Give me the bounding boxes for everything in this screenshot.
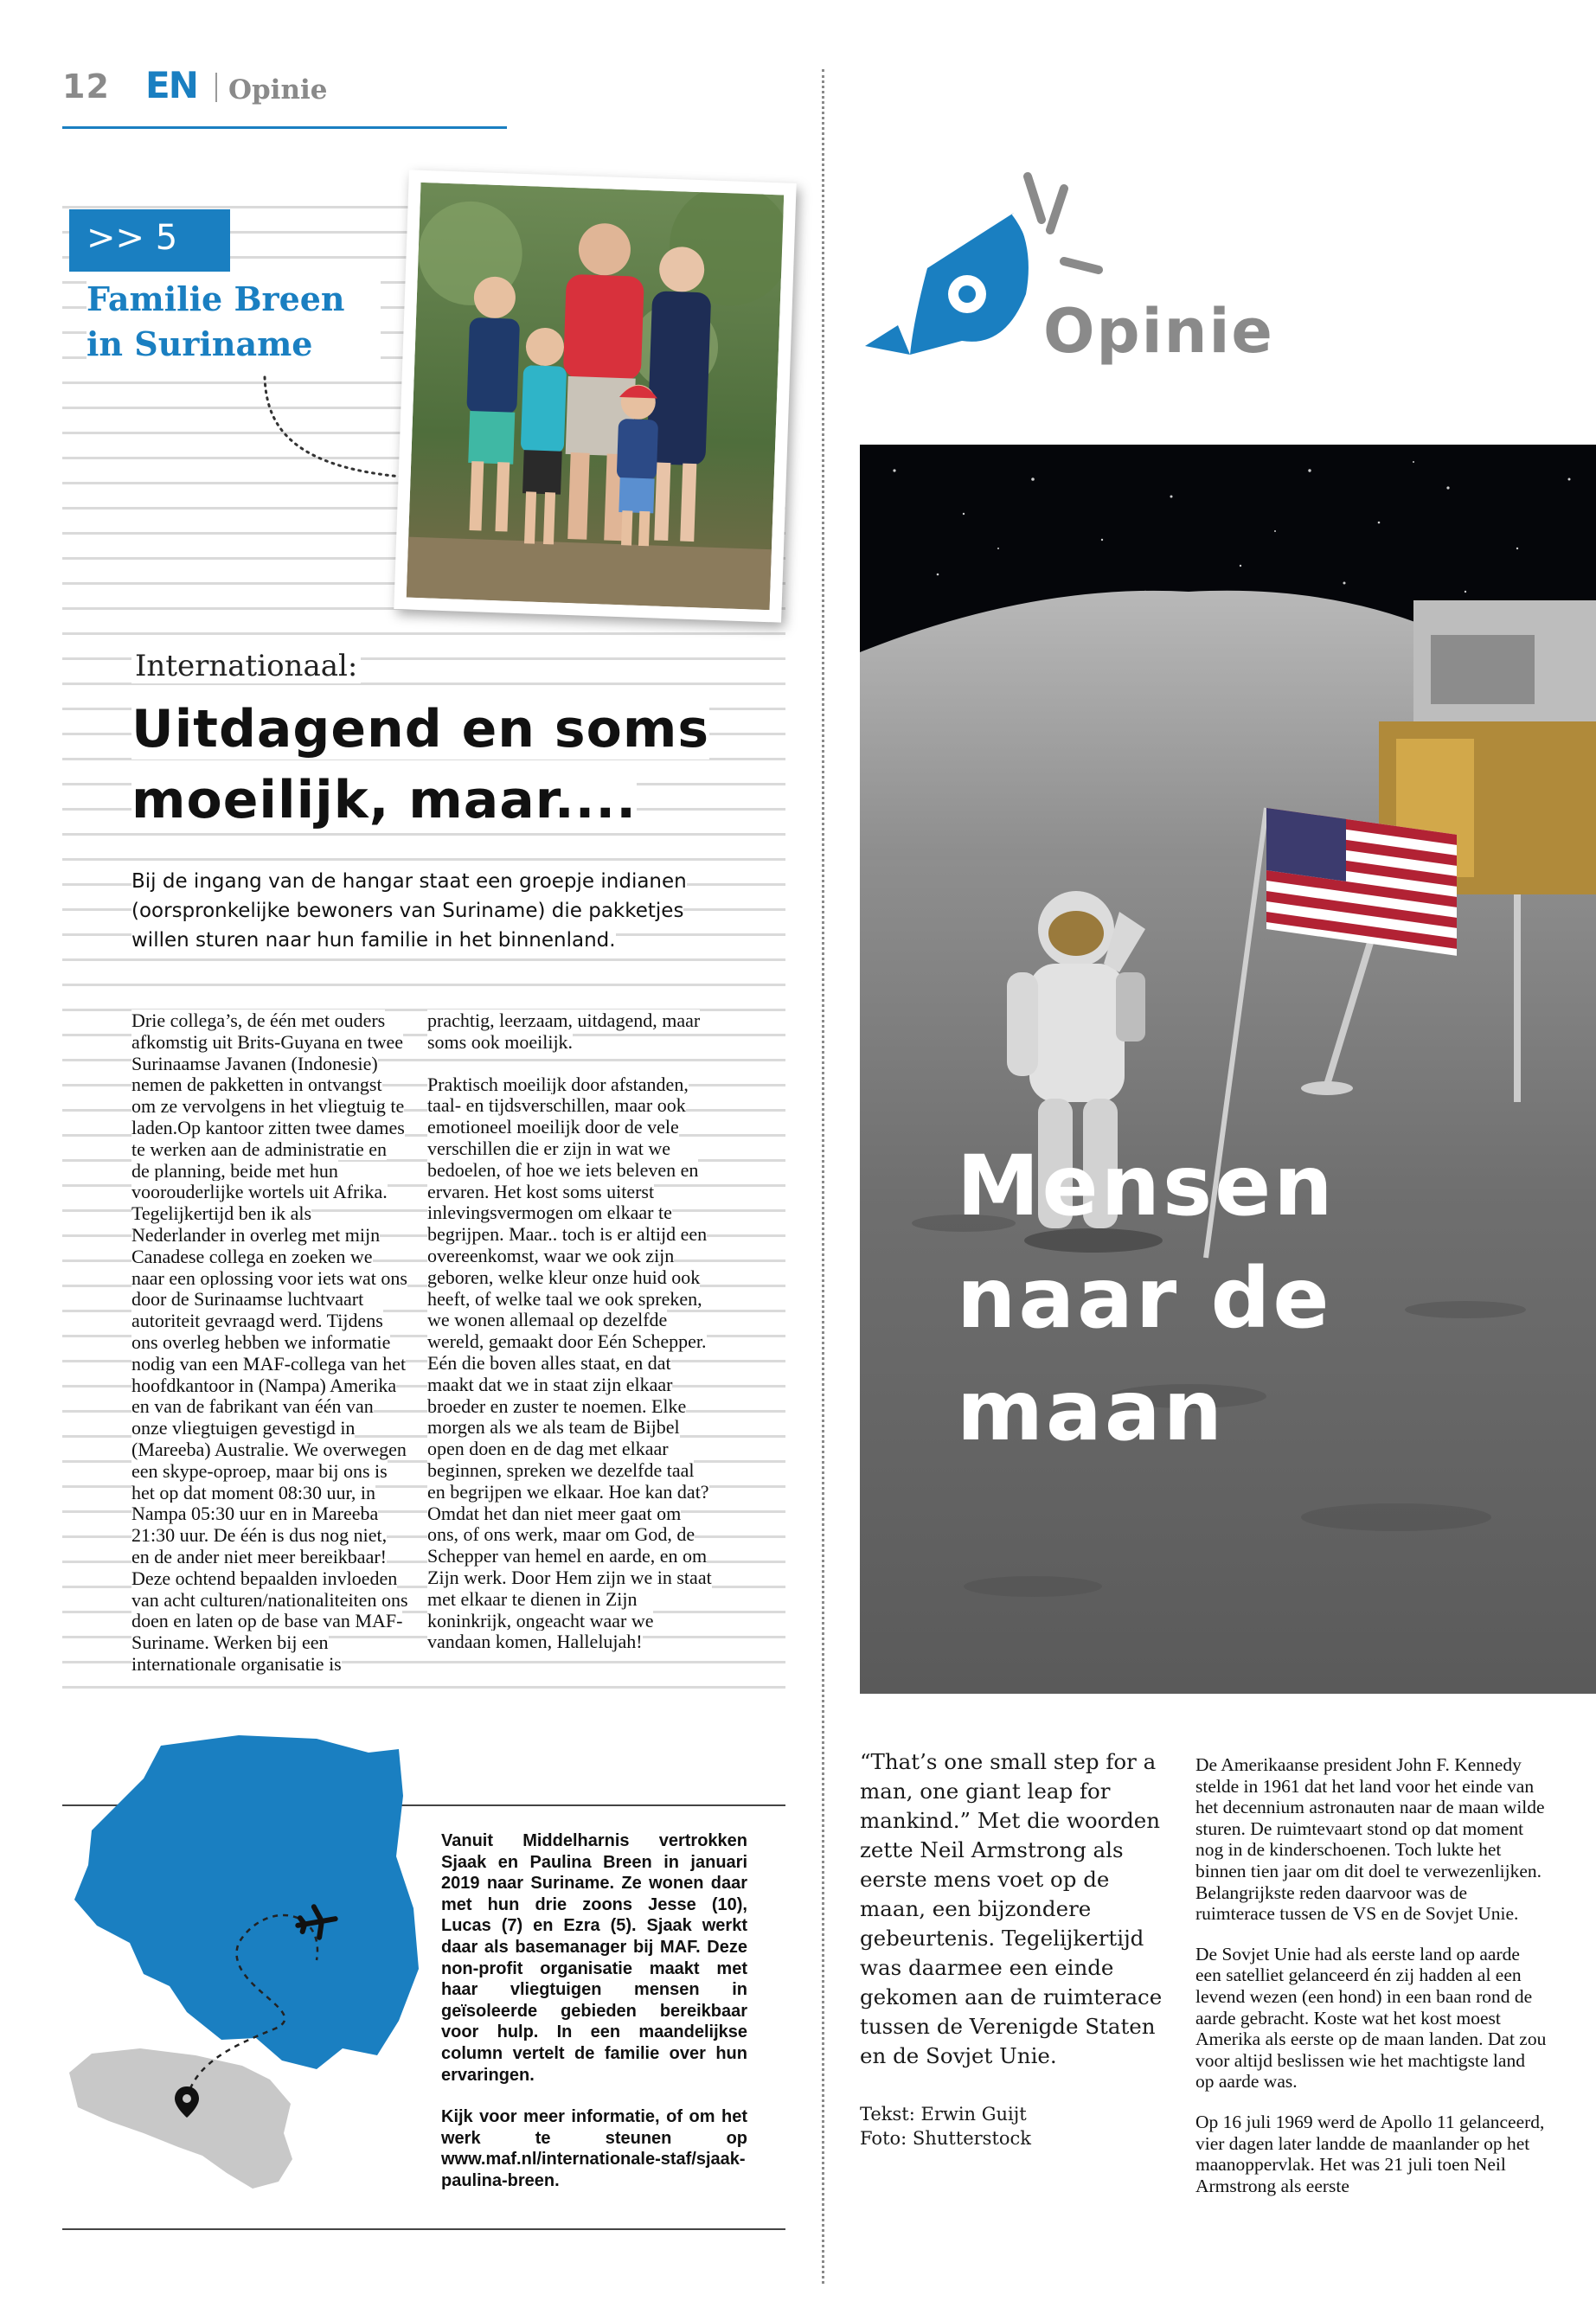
column-episode-number: >> 5 (87, 218, 178, 258)
page-divider (822, 69, 824, 2284)
opinie-credits (860, 2102, 1119, 2150)
section-name: Opinie (228, 74, 328, 106)
family-photo (394, 170, 796, 622)
article-paragraph: Drie collega’s, de één met ouders afkomstig uit Brits-Guyana en twee Surinaamse Javanen (Indonesie) nemen de pakketten in ontvangst om ze vervolgens in het vliegtuig te laden.Op kantoor zitten twee dames te werken aan de administratie en de planning, beide met hun voorouderlijke wortels uit Afrika. Tegelijkertijd ben ik als Nederlander in overleg met mijn Canadese collega en zoeken we naar een oplossing voor iets wat ons door de Surinaamse luchtvaart autoriteit gevraagd werd. Tijdens ons overleg hebben we informatie nodig van een MAF-collega van het hoofdkantoor in (Nampa) Amerika en van de fabrikant van één van onze vliegtuigen gevestigd in (Mareeba) Australie. We overwegen een skype-oproep, maar bij ons is het op dat moment 08:30 uur, in Nampa 05:30 uur en in Mareeba 21:30 uur. De één is dus nog niet, en de ander niet meer bereikbaar! Deze ochtend bepaalden invloeden van acht culturen/nationaliteiten ons doen en laten op de base van MAF-Suriname. Werken bij een internationale organisatie is (131, 1009, 408, 1675)
netherlands-shape (69, 2048, 292, 2189)
article-column-1 (131, 1010, 408, 1696)
credit-photo: Foto: Shutterstock (860, 2128, 1032, 2149)
opinie-paragraph: De Sovjet Unie had als eerste land op aarde een satelliet gelanceerd én zij hadden al een levend wezen (een hond) in een baan rond de aarde gebracht. Koste wat het kost moest Amerika als eerste op de maan landen. Dat zou voor altijd beslissen wie het machtigste land op aarde was. (1195, 1943, 1547, 2093)
article-headline-text: Uitdagend en soms moeilijk, maar.... (131, 699, 710, 830)
opinie-paragraph: Op 16 juli 1969 werd de Apollo 11 gelanceerd, vier dagen later landde de maanlander op het maanoppervlak. Het was 21 juli toen Neil Armstrong als eerste (1195, 2111, 1545, 2196)
info-paragraph-link: Kijk voor meer informatie, of om het werk te steunen op www.maf.nl/internationale-staf/sjaak-paulina-breen. (441, 2107, 747, 2190)
suriname-shape (74, 1735, 419, 2069)
article-paragraph: Praktisch moeilijk door afstanden, taal- en tijdsverschillen, maar ook emotioneel moeilijk door de vele verschillen die er zijn in wat we bedoelen, of hoe we iets beleven en ervaren. Het kost soms uiterst inlevingsvermogen om elkaar te begrijpen. Maar.. toch is er altijd een overeenkomst, waar we ook zijn geboren, welke kleur onze huid ook heeft, of welke taal we ook spreken, we wonen allemaal op dezelfde wereld, gemaakt door Eén Schepper. Eén die boven alles staat, en dat maakt dat we in staat zijn elkaar broeder en zuster te noemen. Elke morgen als we als team de Bijbel open doen en de dag met elkaar beginnen, spreken we dezelfde taal en begrijpen we elkaar. Hoe kan dat? Omdat het dan niet meer gaat om ons, of ons werk, maar om God, de Schepper van hemel en aarde, en om Zijn werk. Door Hem zijn we in staat met elkaar te dienen in Zijn koninkrijk, ongeacht waar we vandaan komen, Hallelujah! (427, 1073, 712, 1653)
map-suriname-netherlands (57, 1727, 438, 2211)
opinie-body-column (1195, 1754, 1547, 2215)
article-lead (131, 867, 737, 955)
article-label: Internationaal: (131, 649, 361, 683)
column-series-title: Familie Breen in Suriname (87, 277, 381, 367)
family-info-box (441, 1830, 747, 2213)
article-headline (131, 694, 754, 836)
article-lead-text: Bij de ingang van de hangar staat een groepje indianen (oorspronkelijke bewoners van Suriname) die pakketjes willen sturen naar hun familie in het binnenland. (131, 870, 687, 952)
opinie-intro-quote: “That’s one small step for a man, one giant leap for mankind.” Met die woorden zette Neil Armstrong als eerste mens voet op de maan, een bijzondere gebeurtenis. Tegelijkertijd was daarmee een einde gekomen aan de ruimterace tussen de Verenigde Staten en de Sovjet Unie. (860, 1749, 1163, 2068)
header-separator (215, 73, 217, 102)
info-rule-bottom (62, 2228, 785, 2230)
opinie-article-title: Mensen naar de maan (957, 1138, 1336, 1459)
credit-text: Tekst: Erwin Guijt (860, 2104, 1027, 2125)
page-number: 12 (62, 67, 110, 106)
moon-landing-photo (860, 445, 1596, 1694)
article-paragraph: prachtig, leerzaam, uitdagend, maar soms ook moeilijk. (427, 1009, 701, 1053)
article-column-2 (427, 1010, 713, 1674)
opinie-paragraph: De Amerikaanse president John F. Kennedy stelde in 1961 dat het land voor het einde van het decennium astronauten naar de maan wilde sturen. De ruimtevaart stond op dat moment nog in de kinderschoenen. Toch lukte het binnen tien jaar om dit doel te verwezenlijken. Belangrijkste reden daarvoor was de ruimterace tussen de VS en de Sovjet Unie. (1195, 1754, 1545, 1925)
dotted-arrow-line (256, 374, 420, 486)
info-paragraph: Vanuit Middelharnis vertrokken Sjaak en Paulina Breen in januari 2019 naar Suriname. Ze wonen daar met hun drie zoons Jesse (10), Lucas (7) en Ezra (5). Sjaak werkt daar als basemanager bij MAF. Deze non-profit organisatie maakt met haar vliegtuigen mensen in geïsoleerde gebieden bereikbaar voor hulp. In een maandelijkse column vertelt de familie over hun ervaringen. (441, 1831, 747, 2085)
opinie-logo-label: Opinie (1043, 296, 1274, 367)
header-rule (62, 126, 507, 129)
en-logo: EN (145, 64, 197, 106)
